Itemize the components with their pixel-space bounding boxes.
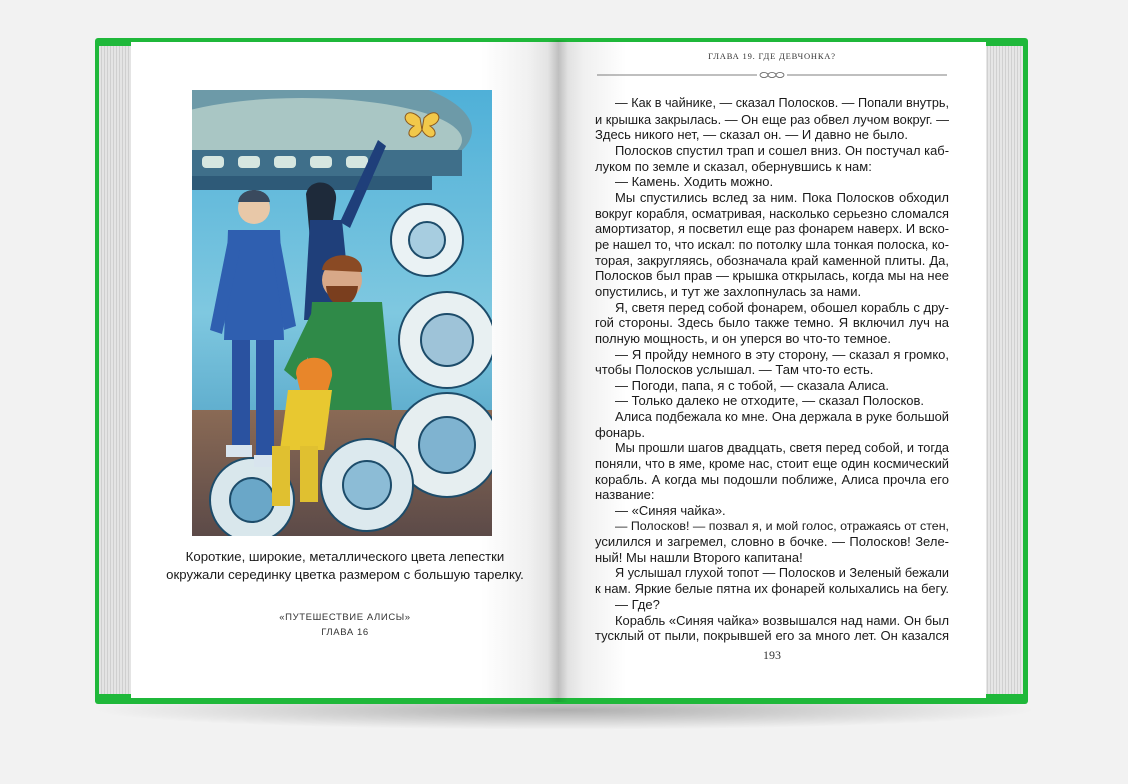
text-line: Корабль «Синяя чайка» возвышался над нами. Он был — [615, 612, 949, 628]
text-line: — Камень. Ходить можно. — [615, 174, 774, 190]
text-line: ный! Мы нашли Второго капитана! — [595, 550, 803, 566]
illustration-caption — [150, 548, 540, 584]
chapter-body-text — [595, 96, 949, 644]
text-line: полную мощность, и он уперся во что-то темное. — [595, 330, 891, 346]
text-line: — «Синяя чайка». — [615, 503, 726, 519]
text-line: поняли, что в яме, кроме нас, стоит еще один космический — [595, 456, 949, 472]
text-line: — Где? — [615, 597, 660, 612]
text-line: — Полосков! — позвал я, и мой голос, отражаясь от стен, — [615, 518, 949, 533]
page-edges-right — [985, 46, 1023, 694]
text-line: усилился и загремел, словно в бочке. — Полосков! Зеле- — [595, 534, 949, 550]
page-number: 193 — [763, 648, 781, 662]
illustration-source — [150, 610, 540, 640]
text-line: чтобы Полосков услышал. — Там что-то есть. — [595, 362, 874, 378]
text-line: название: — [595, 487, 655, 503]
text-line: Полосков спустил трап и сошел вниз. Он постучал каб- — [615, 142, 949, 158]
text-line: — Я пройду немного в эту сторону, — сказал я громко, — [615, 346, 949, 362]
illustration-art — [192, 90, 492, 536]
text-line: амортизатор, я посветил еще раз фонарем наверх. И вско- — [595, 221, 949, 237]
text-line: гой стороны. Здесь было также темно. Я включил луч на — [595, 315, 949, 331]
chapter-illustration — [192, 90, 492, 536]
text-line: ре нашел то, что искал: по потолку шла тонкая полоска, ко- — [595, 236, 949, 252]
text-line: луком по земле и сказал, обернувшись к нам: — [595, 158, 872, 174]
text-line: и крышка закрылась. — Он еще раз обвел лучом вокруг. — — [595, 111, 950, 127]
text-line: корабль. А когда мы подошли поближе, Алиса прочла его — [595, 471, 949, 487]
text-line: Полосков был прав — крышка открылась, когда мы на нее — [595, 268, 949, 284]
text-line: — Как в чайнике, — сказал Полосков. — Попали внутрь, — [615, 96, 949, 110]
text-line: к нам. Яркие белые пятна их фонарей колыхались на бегу. — [595, 581, 949, 597]
text-line: — Погоди, папа, я с тобой, — сказала Алиса. — [615, 377, 890, 393]
caption-line: окружали серединку цветка размером с большую тарелку. — [166, 567, 524, 582]
running-head: ГЛАВА 19. ГДЕ ДЕВЧОНКА? — [708, 51, 836, 61]
text-line: Я, светя перед собой фонарем, обошел корабль с дру- — [615, 299, 949, 315]
text-line: опустились, и тут же захлопнулась за нами. — [595, 283, 862, 299]
text-line: вокруг корабля, осматривая, насколько серьезно сломался — [595, 205, 949, 221]
source-book-title: «ПУТЕШЕСТВИЕ АЛИСЫ» — [279, 612, 411, 623]
running-head-ornament-rule — [597, 68, 947, 82]
text-line: Здесь никого нет, — сказал он. — И давно не было. — [595, 127, 908, 143]
text-line: Алиса подбежала ко мне. Она держала в руке большой — [615, 409, 949, 425]
text-line: — Только далеко не отходите, — сказал Полосков. — [615, 393, 925, 409]
caption-line: Короткие, широкие, металлического цвета лепестки — [185, 549, 505, 564]
text-line: фонарь. — [595, 424, 645, 440]
text-line: торая, закругляясь, обозначала край каменной плиты. Да, — [595, 252, 949, 268]
text-line: тусклый от пыли, покрывшей его за много лет. Он казался — [595, 628, 949, 644]
source-chapter: ГЛАВА 16 — [321, 627, 369, 638]
text-line: Мы прошли шагов двадцать, светя перед собой, и тогда — [615, 440, 949, 456]
text-line: Я услышал глухой топот — Полосков и Зеленый бежали — [615, 565, 949, 580]
book-spine-gutter — [548, 40, 568, 702]
text-line: Мы спустились вслед за ним. Пока Полосков обходил — [615, 189, 949, 205]
page-edges-left — [99, 46, 135, 694]
